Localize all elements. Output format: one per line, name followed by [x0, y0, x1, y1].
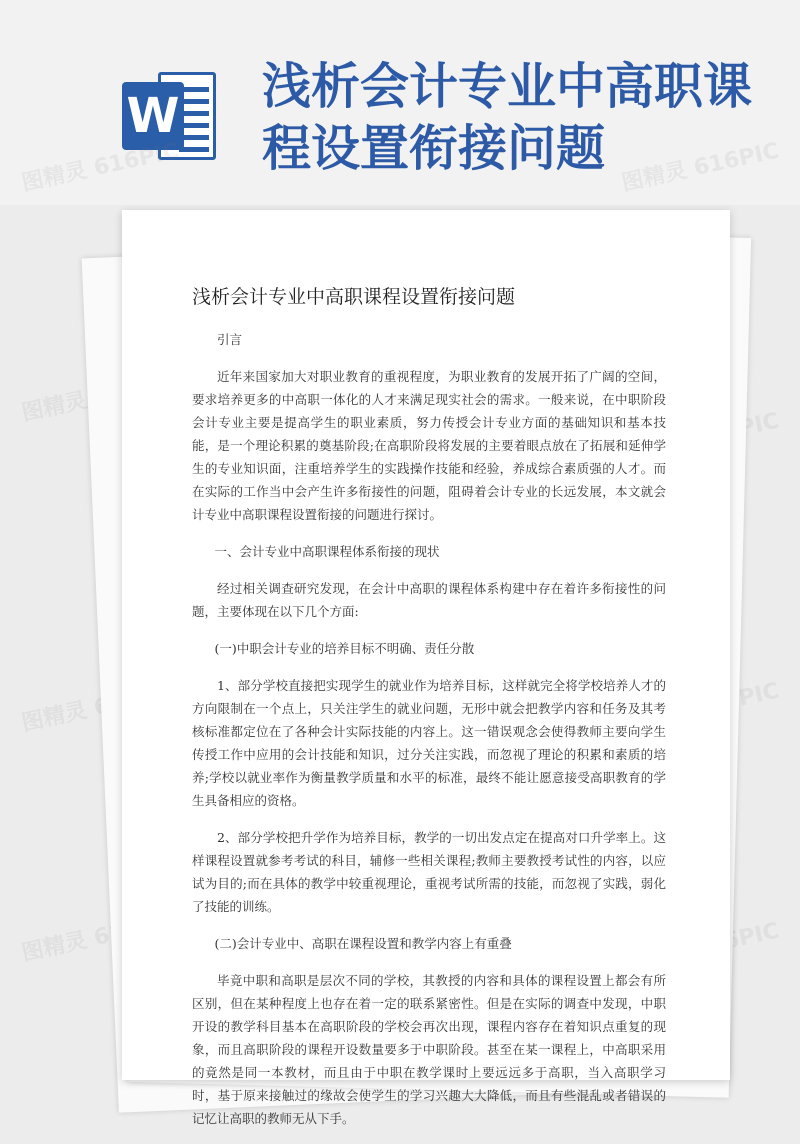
banner-header: [0, 0, 800, 205]
paragraph: 1、部分学校直接把实现学生的就业作为培养目标，这样就完全将学校培养人才的方向限制在一个点上，只关注学生的就业问题，无形中就会把教学内容和任务及其考核标准都定位在了各种会计实际技能的内容上。这一错误观念会使得教师主要向学生传授工作中应用的会计技能和知识，过分关注实践，而忽视了理论的积累和素质的培养;学校以就业率作为衡量教学质量和水平的标准，最终不能让愿意接受高职教育的学生具备相应的资格。: [192, 678, 666, 808]
section-heading: 引言: [217, 332, 243, 347]
watermark: 616PIC: [691, 918, 782, 962]
paragraph: 经过相关调查研究发现，在会计中高职的课程体系构建中存在着许多衔接性的问题，主要体现在以下几个方面:: [192, 581, 666, 619]
paragraph: 2、部分学校把升学作为培养目标，教学的一切出发点定在提高对口升学率上。这样课程设置就参考考试的科目，辅修一些相关课程;教师主要教授考试性的内容，以应试为目的;而在具体的教学中较重视理论，重视考试所需的技能，而忽视了实践，弱化了技能的训练。: [192, 830, 666, 914]
paragraph: 毕竟中职和高职是层次不同的学校，其教授的内容和具体的课程设置上都会有所区别，但在某种程度上也存在着一定的联系紧密性。但是在实际的调查中发现，中职开设的教学科目基本在高职阶段的学校会再次出现，课程内容存在着知识点重复的现象，而且高职阶段的课程开设数量要多于中职阶段。甚至在某一课程上，中高职采用的竟然是同一本教材，而且由于中职在教学课时上要远远多于高职，当入高职学习时，基于原来接触过的缘故会使学生的学习兴趣大大降低，而且有些混乱或者错误的记忆让高职的教师无从下手。: [192, 973, 666, 1126]
watermark: 图精灵: [19, 388, 90, 427]
banner-title: 浅析会计专业中高职课程设置衔接问题: [262, 58, 753, 177]
watermark: 图精灵: [19, 698, 90, 737]
word-document-icon: [122, 72, 222, 162]
section-heading: 一、会计专业中高职课程体系衔接的现状: [214, 544, 440, 559]
document-body: [192, 328, 666, 1144]
subsection-heading: (一)中职会计专业的培养目标不明确、责任分散: [214, 641, 475, 656]
paragraph: 近年来国家加大对职业教育的重视程度，为职业教育的发展开拓了广阔的空间，要求培养更多的中高职一体化的人才来满足现实社会的需求。一般来说，在中职阶段会计专业主要是提高学生的职业素质，努力传授会计专业方面的基础知识和基本技能，是一个理论积累的奠基阶段;在高职阶段将发展的主要着眼点放在了拓展和延伸学生的专业知识面，注重培养学生的实践操作技能和经验，养成综合素质强的人才。而在实际的工作当中会产生许多衔接性的问题，阻碍着会计专业的长远发展，本文就会计专业中高职课程设置衔接的问题进行探讨。: [192, 369, 666, 522]
document-title: 浅析会计专业中高职课程设置衔接问题: [192, 286, 516, 308]
word-letter-badge: W: [122, 82, 184, 150]
watermark: 图精灵 616PIC: [19, 908, 182, 967]
document-page: [122, 210, 730, 1126]
subsection-heading: (二)会计专业中、高职在课程设置和教学内容上有重叠: [214, 936, 512, 951]
